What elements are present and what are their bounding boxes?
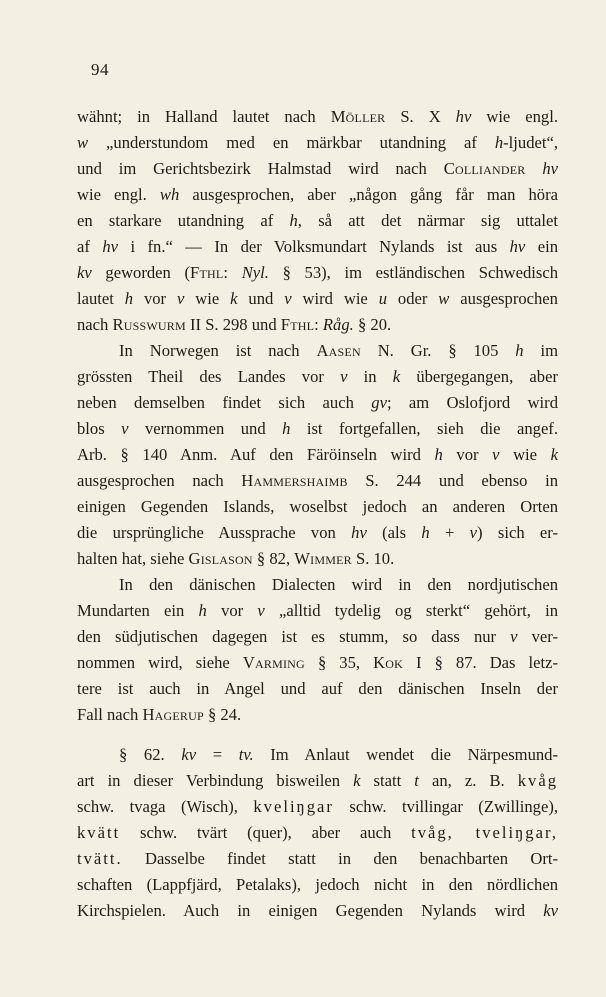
paragraph-2-line-4: blos v vernommen und h ist fortgefallen, sieh die angef. — [77, 419, 558, 438]
paragraph-1-line-8: lautet h vor v wie k und v wird wie u oder w ausgesprochen — [77, 289, 558, 308]
section-62-line-3: schw. tvaga (Wisch), kveliŋgar schw. tvillingar (Zwillinge), — [77, 797, 559, 816]
section-62-line-2: art in dieser Verbindung bisweilen k statt t an, z. B. kvåg — [77, 771, 558, 790]
paragraph-2-line-7: einigen Gegenden Islands, woselbst jedoch an anderen Orten — [77, 497, 558, 516]
paragraph-1-line-9: nach Russwurm II S. 298 und Fthl: Råg. § 20. — [77, 315, 392, 334]
paragraph-2-line-2: grössten Theil des Landes vor v in k übergegangen, aber — [77, 367, 558, 386]
section-62-line-6: schaften (Lappfjärd, Petalaks), jedoch nicht in den nördlichen — [77, 875, 558, 894]
paragraph-2-line-1: In Norwegen ist nach Aasen N. Gr. § 105 h im — [119, 341, 558, 360]
paragraph-1-line-1: wähnt; in Halland lautet nach Möller S. X hv wie engl. — [77, 107, 558, 126]
paragraph-1-line-7: kv geworden (Fthl: Nyl. § 53), im estländischen Schwedisch — [77, 263, 558, 282]
paragraph-2-line-5: Arb. § 140 Anm. Auf den Färöinseln wird h vor v wie k — [77, 445, 558, 464]
section-62-line-7: Kirchspielen. Auch in einigen Gegenden Nylands wird kv — [77, 901, 558, 920]
paragraph-3-line-1: In den dänischen Dialecten wird in den nordjutischen — [119, 575, 558, 594]
paragraph-3-line-6: Fall nach Hagerup § 24. — [77, 705, 242, 724]
paragraph-1-line-3: und im Gerichtsbezirk Halmstad wird nach Colliander hv — [77, 159, 558, 178]
paragraph-3-line-2: Mundarten ein h vor v „alltid tydelig og sterkt“ gehört, in — [77, 601, 558, 620]
paragraph-2-line-3: neben demselben findet sich auch gv; am Oslofjord wird — [77, 393, 558, 412]
paragraph-3-line-4: nommen wird, siehe Varming § 35, Kok I § 87. Das letz- — [77, 653, 559, 672]
paragraph-1-line-6: af hv i fn.“ — In der Volksmundart Nylands ist aus hv ein — [77, 237, 558, 256]
paragraph-3-line-3: den südjutischen dagegen ist es stumm, so dass nur v ver- — [77, 627, 559, 646]
paragraph-2-line-9: halten hat, siehe Gislason § 82, Wimmer S. 10. — [77, 549, 395, 568]
paragraph-2-line-8: die ursprüngliche Aussprache von hv (als h + v) sich er- — [77, 523, 559, 542]
paragraph-2-line-6: ausgesprochen nach Hammershaimb S. 244 und ebenso in — [77, 471, 558, 490]
page-number: 94 — [91, 60, 109, 79]
paragraph-1-line-4: wie engl. wh ausgesprochen, aber „någon gång får man höra — [77, 185, 558, 204]
section-62-line-5: tvätt. Dasselbe findet statt in den benachbarten Ort- — [77, 849, 558, 868]
section-62-line-4: kvätt schw. tvärt (quer), aber auch tvåg, tveliŋgar, — [77, 823, 558, 842]
paragraph-3-line-5: tere ist auch in Angel und auf den dänischen Inseln der — [77, 679, 558, 698]
paragraph-1-line-5: en starkare utandning af h, så att det närmar sig uttalet — [77, 211, 558, 230]
paragraph-1-line-2: w „understundom med en märkbar utandning af h-ljudet“, — [77, 133, 558, 152]
section-62-line-1: § 62. kv = tv. Im Anlaut wendet die Närpesmund- — [119, 745, 558, 764]
